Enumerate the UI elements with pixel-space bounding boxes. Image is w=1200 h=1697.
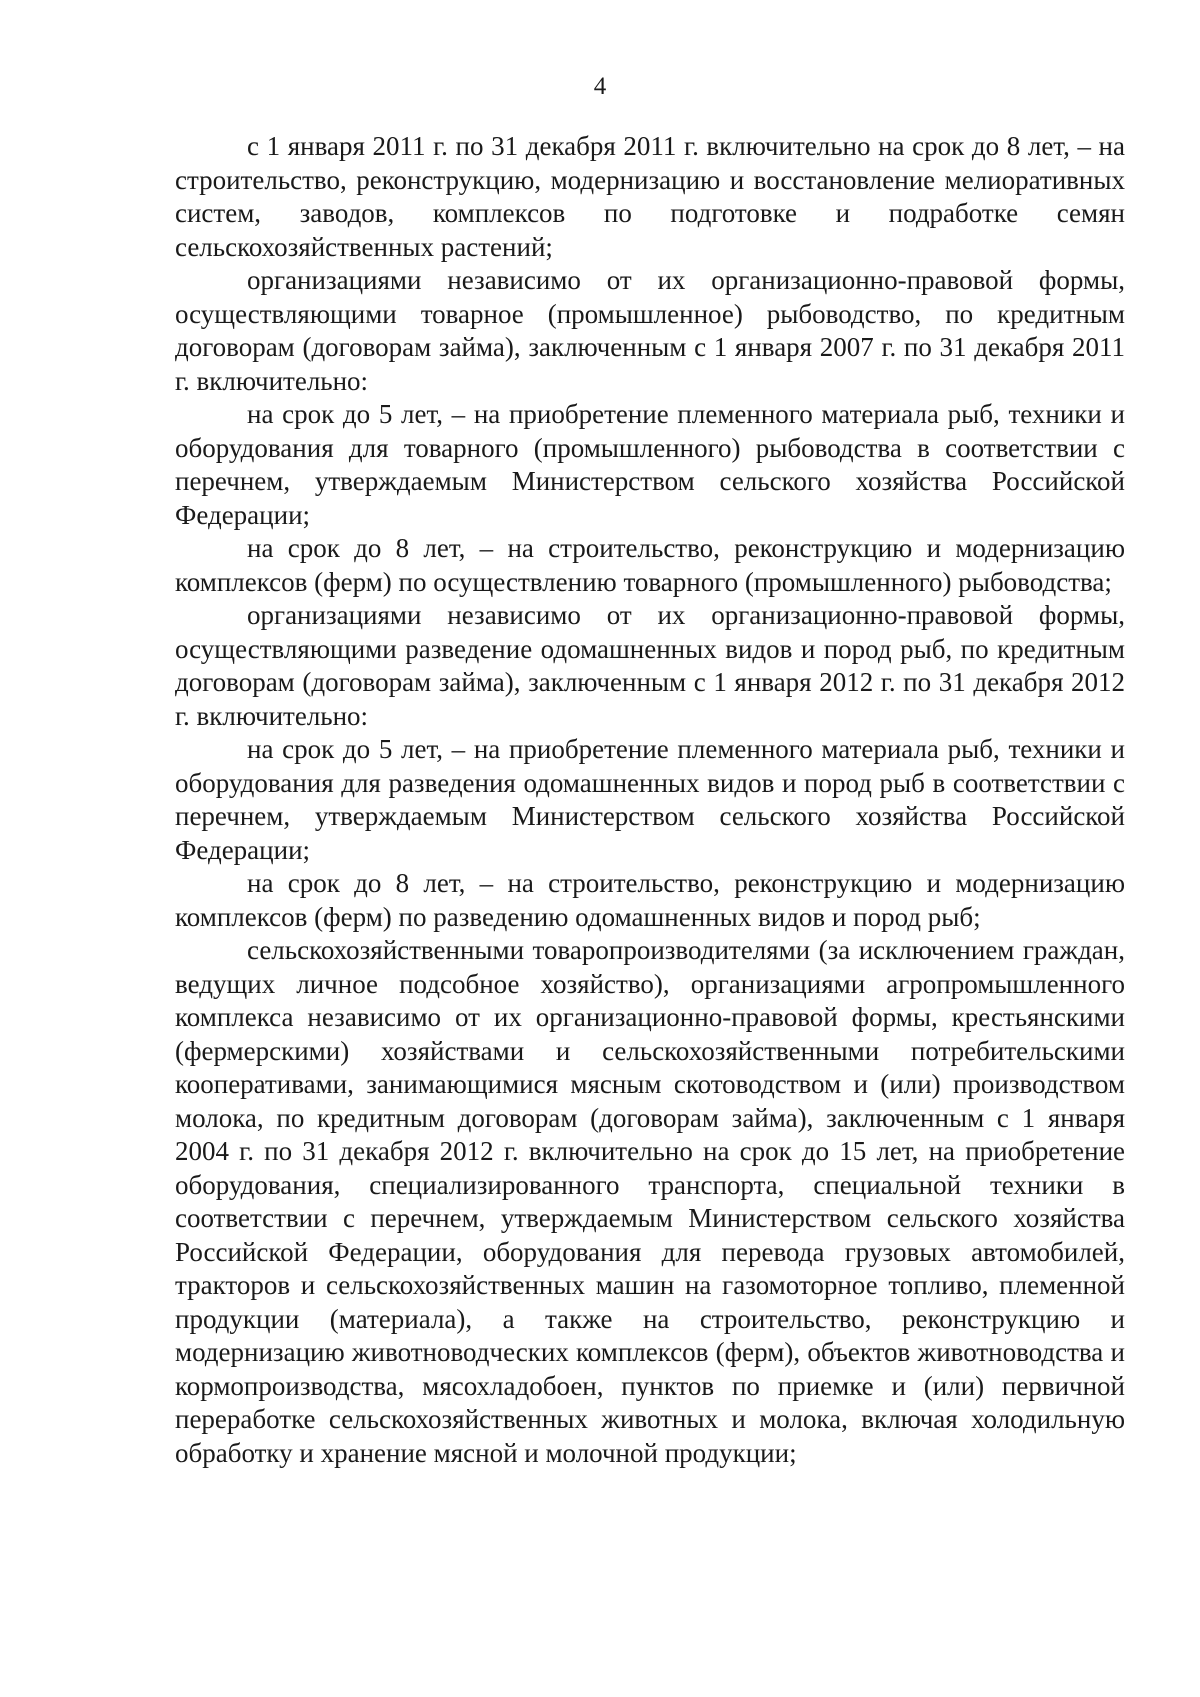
paragraph: на срок до 8 лет, – на строительство, реконструкцию и модернизацию комплексов (ферм) по разведению одомашненных видов и пород рыб; [175,868,1125,932]
page-number: 4 [593,73,607,100]
paragraph: с 1 января 2011 г. по 31 декабря 2011 г. включительно на срок до 8 лет, – на строительство, реконструкцию, модернизацию и восстановление мелиоративных систем, заводов, комплексов по подготовке и подработке семян сельскохозяйственных растений; [175,131,1125,262]
paragraph: на срок до 5 лет, – на приобретение племенного материала рыб, техники и оборудования для разведения одомашненных видов и пород рыб в соответствии с перечнем, утверждаемым Министерством сельского хозяйства Российской Федерации; [175,734,1125,865]
paragraph: на срок до 8 лет, – на строительство, реконструкцию и модернизацию комплексов (ферм) по осуществлению товарного (промышленного) рыбоводства; [175,533,1125,597]
paragraph: сельскохозяйственными товаропроизводителями (за исключением граждан, ведущих личное подсобное хозяйство), организациями агропромышленного комплекса независимо от их организационно-правовой формы, крестьянскими (фермерскими) хозяйствами и сельскохозяйственными потребительскими кооперативами, занимающимися мясным скотоводством и (или) производством молока, по кредитным договорам (договорам займа), заключенным с 1 января 2004 г. по 31 декабря 2012 г. включительно на срок до 15 лет, на приобретение оборудования, специализированного транспорта, специальной техники в соответствии с перечнем, утверждаемым Министерством сельского хозяйства Российской Федерации, оборудования для перевода грузовых автомобилей, тракторов и сельскохозяйственных машин на газомоторное топливо, племенной продукции (материала), а также на строительство, реконструкцию и модернизацию животноводческих комплексов (ферм), объектов животноводства и кормопроизводства, мясохладобоен, пунктов по приемке и (или) первичной переработке сельскохозяйственных животных и молока, включая холодильную обработку и хранение мясной и молочной продукции; [175,935,1125,1468]
document-body [175,130,1125,1470]
paragraph: на срок до 5 лет, – на приобретение племенного материала рыб, техники и оборудования для товарного (промышленного) рыбоводства в соответствии с перечнем, утверждаемым Министерством сельского хозяйства Российской Федерации; [175,399,1125,530]
paragraph: организациями независимо от их организационно-правовой формы, осуществляющими товарное (промышленное) рыбоводство, по кредитным договорам (договорам займа), заключенным с 1 января 2007 г. по 31 декабря 2011 г. включительно: [175,265,1125,396]
paragraph: организациями независимо от их организационно-правовой формы, осуществляющими разведение одомашненных видов и пород рыб, по кредитным договорам (договорам займа), заключенным с 1 января 2012 г. по 31 декабря 2012 г. включительно: [175,600,1125,731]
